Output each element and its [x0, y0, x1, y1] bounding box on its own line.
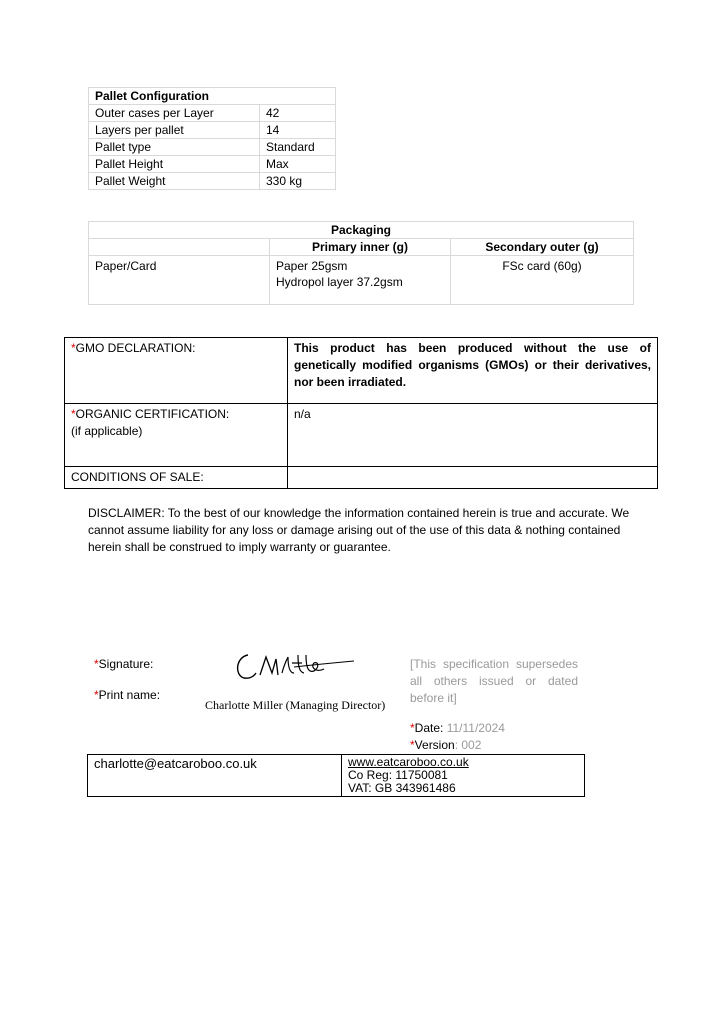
company-registration: Co Reg: 11750081	[348, 768, 448, 782]
gmo-text: This product has been produced without the use of genetically modified organisms (GMOs) or their derivatives, nor been irradiated.	[288, 338, 658, 404]
pallet-configuration-title: Pallet Configuration	[89, 88, 336, 105]
conditions-label: CONDITIONS OF SALE:	[65, 467, 288, 489]
row-label: Pallet type	[89, 139, 260, 156]
row-value: 14	[260, 122, 336, 139]
print-name: Charlotte Miller (Managing Director)	[205, 698, 386, 712]
version-row: *Version: 002	[410, 738, 482, 752]
supersedes-note: [This specification supersedes all others issued or dated before it]	[410, 657, 578, 705]
conditions-value	[288, 467, 658, 489]
primary-line-1: Paper 25gsm	[276, 259, 348, 273]
row-value: 330 kg	[260, 173, 336, 190]
organic-label: ORGANIC CERTIFICATION:	[75, 407, 230, 421]
packaging-table	[88, 221, 634, 305]
row-value: Max	[260, 156, 336, 173]
table-row	[89, 105, 336, 122]
version-label: Version	[414, 738, 455, 752]
signature-image	[232, 645, 358, 685]
row-label: Layers per pallet	[89, 122, 260, 139]
row-label: Outer cases per Layer	[89, 105, 260, 122]
gmo-label: GMO DECLARATION:	[75, 341, 196, 355]
date-label: Date:	[414, 721, 444, 735]
table-row	[89, 139, 336, 156]
print-name-label-row: *Print name:	[94, 688, 161, 702]
row-value: 42	[260, 105, 336, 122]
row-label: Pallet Height	[89, 156, 260, 173]
table-row	[89, 156, 336, 173]
declarations-table: *GMO DECLARATION: This product has been produced without the use of genetically modified organisms (GMOs) or their derivatives, nor been irradiated. *ORGANIC CERTIFICATION: (if applicable) n/a CONDITIONS OF SALE:	[64, 337, 658, 489]
organic-value: n/a	[288, 404, 658, 467]
table-row	[89, 256, 634, 305]
row-value: Standard	[260, 139, 336, 156]
table-row	[89, 173, 336, 190]
version-value: : 002	[454, 738, 482, 752]
table-row	[89, 122, 336, 139]
primary-line-2: Hydropol layer 37.2gsm	[276, 275, 403, 289]
pallet-configuration-table	[88, 87, 336, 190]
secondary-value: FSc card (60g)	[451, 256, 634, 305]
date-value: 11/11/2024	[446, 721, 505, 735]
disclaimer: DISCLAIMER: To the best of our knowledge the information contained herein is true and accurate. We cannot assume liability for any loss or damage arising out of the use of this data & nothing contained herein shall be construed to imply warranty or guarantee.	[88, 506, 630, 554]
packaging-title: Packaging	[89, 222, 634, 239]
contact-email: charlotte@eatcaroboo.co.uk	[88, 755, 342, 797]
signature-label-row: *Signature:	[94, 657, 154, 671]
website-link[interactable]: www.eatcaroboo.co.uk	[348, 755, 469, 769]
packaging-row-label: Paper/Card	[89, 256, 270, 305]
primary-inner-header: Primary inner (g)	[270, 239, 451, 256]
secondary-outer-header: Secondary outer (g)	[451, 239, 634, 256]
row-label: Pallet Weight	[89, 173, 260, 190]
date-row: *Date: 11/11/2024	[410, 721, 505, 735]
organic-sublabel: (if applicable)	[71, 424, 143, 438]
vat-number: VAT: GB 343961486	[348, 781, 456, 795]
signature-label: Signature:	[98, 657, 154, 671]
contact-table	[87, 754, 585, 797]
print-name-label: Print name:	[98, 688, 161, 702]
